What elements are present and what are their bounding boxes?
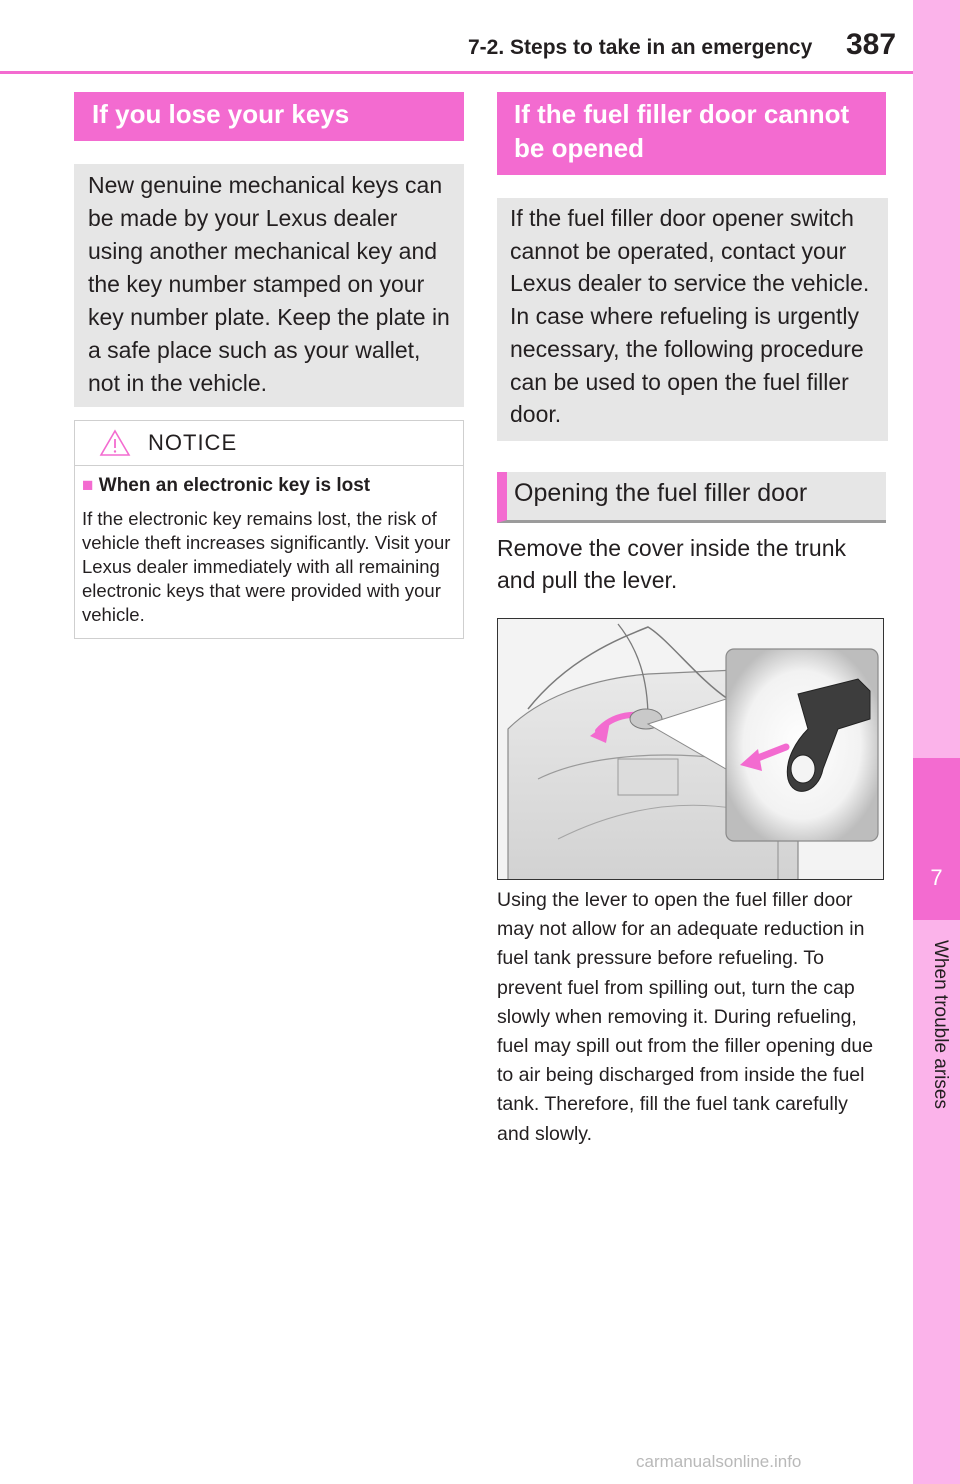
instruction-text: Remove the cover inside the trunk and pull the lever. bbox=[497, 535, 847, 593]
caution-caption: Using the lever to open the fuel filler door may not allow for an adequate reduction in fuel tank pressure before refueling. To prevent fuel from spilling out, turn the cap slowly when removing it. During refueling, fuel may spill out from the filler opening due to air being discharged from inside the fuel tank. Therefore, fill the fuel tank carefully and slowly. bbox=[497, 889, 874, 1145]
warning-triangle-icon bbox=[99, 429, 131, 457]
notice-subtitle bbox=[82, 475, 370, 497]
trunk-illustration bbox=[498, 619, 884, 880]
chapter-side-tab bbox=[913, 0, 960, 1484]
notice-header bbox=[75, 421, 463, 466]
chapter-title: When trouble arises bbox=[930, 940, 951, 1109]
lost-keys-intro: New genuine mechanical keys can be made by your Lexus dealer using another mechanical key and the key number stamped on your key number plate. Keep the plate in a safe place such as your wallet, not in the vehicle. bbox=[74, 164, 464, 407]
notice-title: NOTICE bbox=[148, 430, 238, 455]
chapter-number-tab: 7 bbox=[913, 758, 960, 920]
notice-body: If the electronic key remains lost, the risk of vehicle theft increases significantly. Visit your Lexus dealer immediately with all remaining electronic keys that were provided with your vehicle. bbox=[82, 508, 451, 625]
opening-fuel-door-subheading: Opening the fuel filler door bbox=[497, 472, 886, 523]
header-divider bbox=[0, 71, 913, 74]
header-section-title: 7-2. Steps to take in an emergency bbox=[468, 36, 813, 59]
page-number: 387 bbox=[846, 28, 897, 61]
watermark: carmanualsonline.info bbox=[636, 1452, 802, 1471]
square-bullet-icon: ■ bbox=[82, 475, 94, 496]
notice-subtitle-text: When an electronic key is lost bbox=[98, 475, 371, 496]
trunk-lever-figure bbox=[497, 618, 884, 880]
lost-keys-heading: If you lose your keys bbox=[74, 92, 464, 141]
fuel-door-intro: If the fuel filler door opener switch cannot be operated, contact your Lexus dealer to service the vehicle. In case where refueling is urgently necessary, the following procedure can be used to open the fuel filler door. bbox=[497, 198, 888, 441]
notice-box bbox=[74, 420, 464, 639]
fuel-door-heading: If the fuel filler door cannot be opened bbox=[497, 92, 886, 175]
